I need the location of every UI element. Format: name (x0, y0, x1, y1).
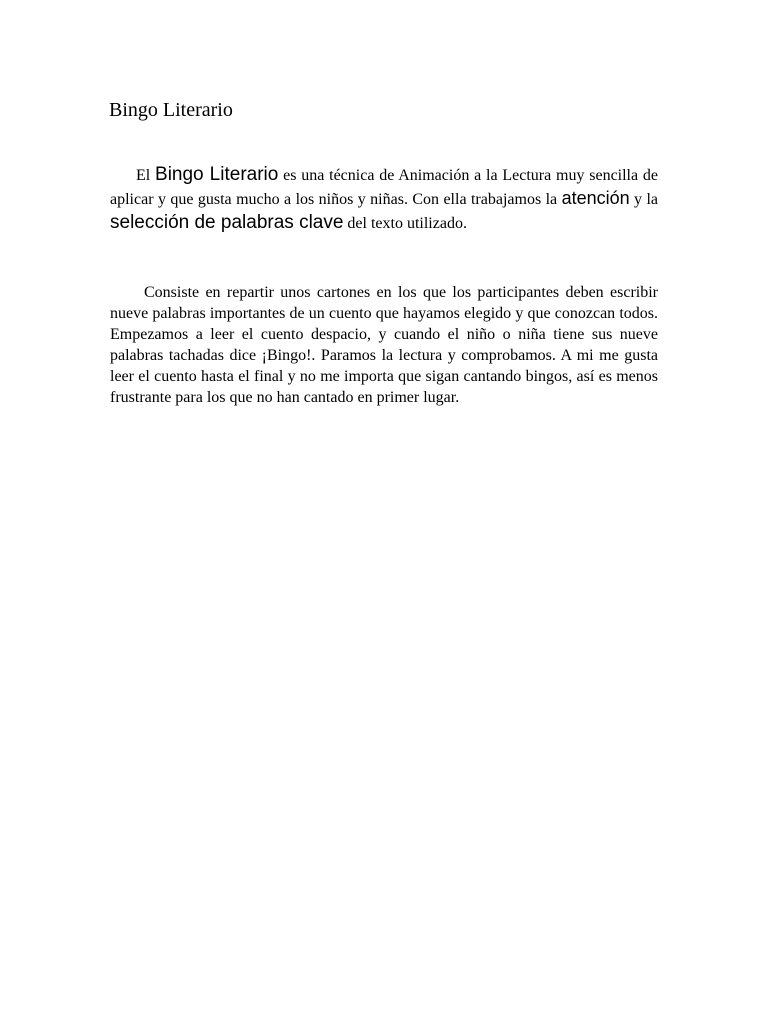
term-bingo-literario: Bingo Literario (155, 164, 279, 185)
intro-text-2: es una técnica de Animación a la Lectura muy sencilla de aplicar y que gusta mucho a los niños y niñas. Con ella trabajamos la (110, 167, 658, 208)
intro-paragraph (110, 163, 658, 235)
intro-text-4: del texto utilizado. (347, 215, 467, 232)
term-seleccion: selección de palabras clave (110, 212, 344, 233)
intro-text-1: El (136, 167, 151, 184)
intro-text-3: y la (634, 191, 659, 208)
page-title: Bingo Literario (109, 99, 233, 121)
term-atencion: atención (561, 188, 630, 208)
description-paragraph: Consiste en repartir unos cartones en los que los participantes deben escribir nueve palabras importantes de un cuento que hayamos elegido y que conozcan todos. Empezamos a leer el cuento despacio, y cuando el niño o niña tiene sus nueve palabras tachadas dice ¡Bingo!. Paramos la lectura y comprobamos. A mi me gusta leer el cuento hasta el final y no me importa que sigan cantando bingos, así es menos frustrante para los que no han cantado en primer lugar. (110, 284, 658, 406)
